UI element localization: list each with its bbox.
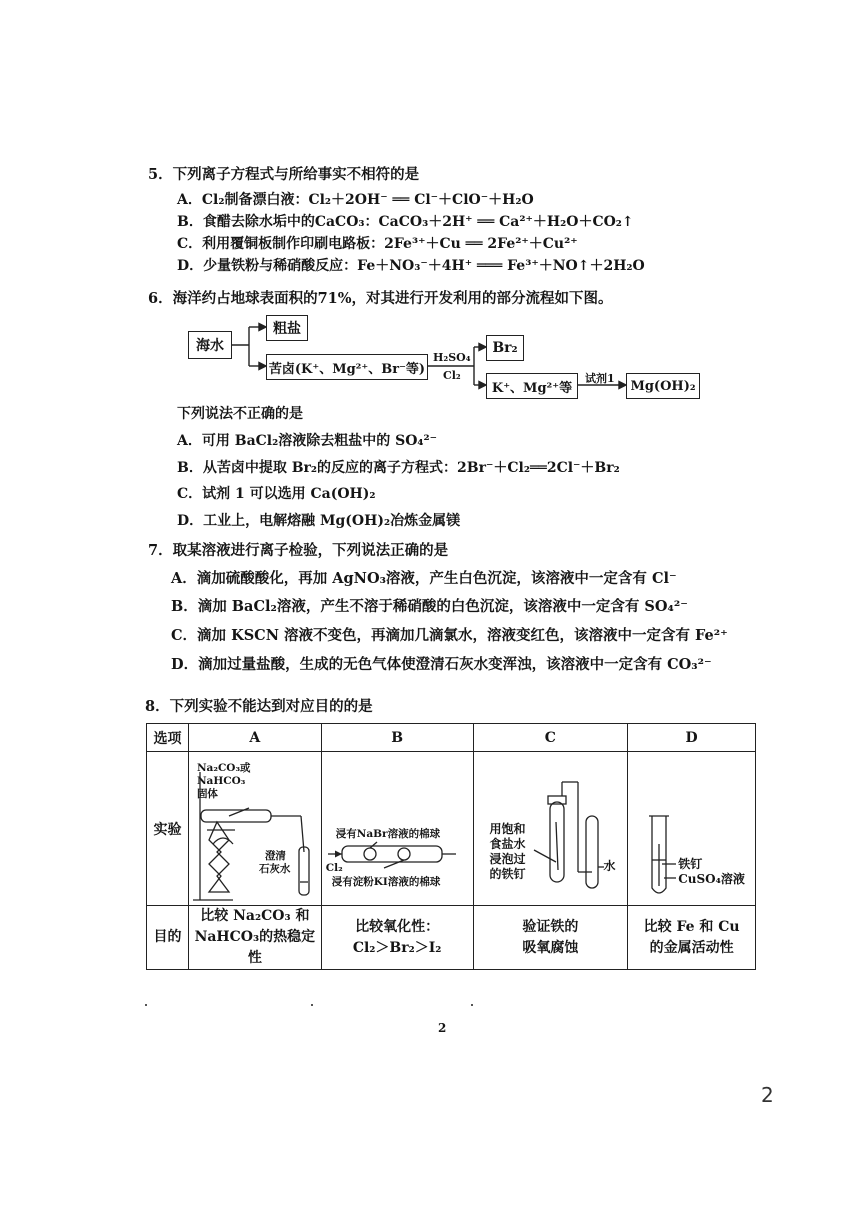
label-a-na2co3: Na₂CO₃或 xyxy=(196,762,251,774)
purpose-c xyxy=(473,906,628,970)
br2-box: Br₂ xyxy=(486,335,524,361)
purpose-d-line2: 的金属活动性 xyxy=(649,939,734,956)
purpose-row xyxy=(147,906,756,970)
purpose-a xyxy=(188,906,321,970)
table-header-row xyxy=(147,724,756,752)
experiment-row xyxy=(147,752,756,906)
label-a-limewater: 石灰水 xyxy=(258,863,291,875)
header-d: D xyxy=(628,724,756,752)
label-c-water: 水 xyxy=(603,859,616,873)
label-c-line3: 浸泡过 xyxy=(489,852,526,866)
label-a-nahco3: NaHCO₃ xyxy=(196,775,246,787)
header-option: 选项 xyxy=(147,724,189,752)
question-5-option-a: A．Cl₂制备漂白液：Cl₂＋2OH⁻ ══ Cl⁻＋ClO⁻＋H₂O xyxy=(177,192,534,208)
page-number: 2 xyxy=(438,1021,447,1035)
test-tube-drawing xyxy=(628,752,756,905)
header-c: C xyxy=(473,724,628,752)
question-7-option-a: A．滴加硫酸酸化，再加 AgNO₃溶液，产生白色沉淀，该溶液中一定含有 Cl⁻ xyxy=(171,570,677,587)
question-6-prompt: 下列说法不正确的是 xyxy=(177,406,303,422)
label-c-line2: 食盐水 xyxy=(489,837,526,851)
purpose-row-label: 目的 xyxy=(147,906,189,970)
question-5-option-d: D．少量铁粉与稀硝酸反应：Fe＋NO₃⁻＋4H⁺ ═══ Fe³⁺＋NO↑＋2H₂O xyxy=(177,258,645,274)
mg-oh2-box: Mg(OH)₂ xyxy=(626,373,700,399)
reagent-1-label: 试剂1 xyxy=(585,372,615,385)
label-b-starch-ki-cotton: 浸有淀粉KI溶液的棉球 xyxy=(331,876,441,888)
label-a-solid: 固体 xyxy=(196,788,218,800)
purpose-d xyxy=(628,906,756,970)
bittern-box: 苦卤(K⁺、Mg²⁺、Br⁻等) xyxy=(266,354,428,380)
question-5-option-c: C．利用覆铜板制作印刷电路板：2Fe³⁺＋Cu ══ 2Fe²⁺＋Cu²⁺ xyxy=(177,236,578,252)
experiment-c-cell xyxy=(473,752,628,906)
scan-dot xyxy=(145,1004,147,1006)
purpose-b-line2: Cl₂＞Br₂＞I₂ xyxy=(352,939,442,956)
glass-tube-drawing xyxy=(322,752,474,905)
purpose-b-line1: 比较氧化性： xyxy=(355,918,440,935)
header-a: A xyxy=(188,724,321,752)
question-6-option-b: B．从苦卤中提取 Br₂的反应的离子方程式：2Br⁻＋Cl₂══2Cl⁻＋Br₂ xyxy=(177,460,620,476)
label-d-cuso4: CuSO₄溶液 xyxy=(678,872,745,886)
label-b-nabr-cotton: 浸有NaBr溶液的棉球 xyxy=(335,828,441,840)
experiment-table xyxy=(146,723,756,970)
question-8-stem: 8．下列实验不能达到对应目的的是 xyxy=(145,698,373,715)
experiment-row-label: 实验 xyxy=(147,752,189,906)
question-7-option-c: C．滴加 KSCN 溶液不变色，再滴加几滴氯水，溶液变红色，该溶液中一定含有 Fe²⁺ xyxy=(171,627,728,644)
scan-dot xyxy=(311,1004,313,1006)
reagent-cl2-label: Cl₂ xyxy=(443,369,461,382)
question-7-option-d: D．滴加过量盐酸，生成的无色气体使澄清石灰水变浑浊，该溶液中一定含有 CO₃²⁻ xyxy=(171,656,712,673)
question-6-stem: 6．海洋约占地球表面积的71%，对其进行开发利用的部分流程如下图。 xyxy=(148,290,613,307)
question-6-option-c: C．试剂 1 可以选用 Ca(OH)₂ xyxy=(177,486,376,502)
question-7-stem: 7．取某溶液进行离子检验，下列说法正确的是 xyxy=(148,542,449,559)
experiment-d-cell xyxy=(628,752,756,906)
purpose-c-line1: 验证铁的 xyxy=(522,918,579,935)
question-6-option-a: A．可用 BaCl₂溶液除去粗盐中的 SO₄²⁻ xyxy=(177,433,438,449)
remaining-ions-box: K⁺、Mg²⁺等 xyxy=(486,373,578,399)
scan-dot xyxy=(471,1004,473,1006)
experiment-b-cell xyxy=(321,752,473,906)
purpose-d-line1: 比较 Fe 和 Cu xyxy=(643,918,740,935)
question-5-stem: 5．下列离子方程式与所给事实不相符的是 xyxy=(148,166,420,183)
purpose-b xyxy=(321,906,473,970)
heating-apparatus-drawing xyxy=(189,752,322,905)
rust-test-drawing xyxy=(474,752,629,905)
crude-salt-box: 粗盐 xyxy=(266,315,308,341)
label-c-line1: 用饱和 xyxy=(489,822,526,836)
reagent-h2so4-label: H₂SO₄ xyxy=(433,351,471,364)
purpose-a-line2: NaHCO₃的热稳定性 xyxy=(194,929,316,966)
question-6-option-d: D．工业上，电解熔融 Mg(OH)₂冶炼金属镁 xyxy=(177,513,461,529)
question-7-option-b: B．滴加 BaCl₂溶液，产生不溶于稀硝酸的白色沉淀，该溶液中一定含有 SO₄²⁻ xyxy=(171,598,688,615)
label-b-cl2: Cl₂ xyxy=(325,862,343,874)
experiment-a-cell xyxy=(188,752,321,906)
purpose-a-line1: 比较 Na₂CO₃ 和 xyxy=(200,908,310,924)
question-5-option-b: B．食醋去除水垢中的CaCO₃：CaCO₃＋2H⁺ ══ Ca²⁺＋H₂O＋CO₂↑ xyxy=(177,214,634,230)
header-b: B xyxy=(321,724,473,752)
purpose-c-line2: 吸氧腐蚀 xyxy=(522,939,579,956)
label-a-clear: 澄清 xyxy=(264,850,286,862)
label-c-line4: 的铁钉 xyxy=(489,867,526,881)
corner-page-number: 2 xyxy=(761,1083,774,1107)
seawater-box: 海水 xyxy=(188,331,232,359)
label-d-nail: 铁钉 xyxy=(678,857,703,871)
